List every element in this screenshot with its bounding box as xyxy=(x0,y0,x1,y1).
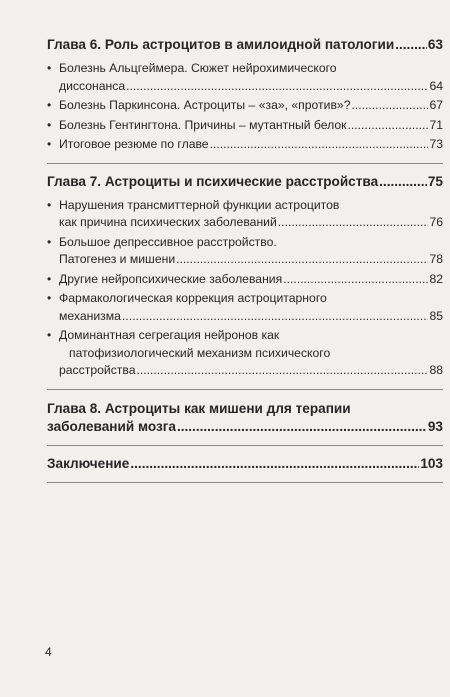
entry-line: расстройства xyxy=(59,363,136,377)
entry-line: как причина психических заболеваний xyxy=(59,215,277,229)
chapter-8-heading[interactable] xyxy=(47,399,443,436)
leader-dots xyxy=(122,308,429,326)
entry-page: 71 xyxy=(429,117,443,132)
leader-dots xyxy=(130,455,419,473)
bullet-icon: • xyxy=(47,117,52,132)
chapter-title: Глава 8. Астроциты как мишени для терапии xyxy=(47,400,351,416)
entry-line: механизма xyxy=(59,308,121,323)
page-number: 4 xyxy=(45,645,52,659)
entry-line: Болезнь Гентингтона. Причины – мутантный белок xyxy=(59,117,347,132)
entry-line: Доминантная сегрегация нейронов как xyxy=(59,328,280,342)
chapter-6-heading[interactable] xyxy=(47,36,443,54)
leader-dots xyxy=(210,136,429,154)
leader-dots xyxy=(278,214,429,232)
entry-page: 78 xyxy=(429,252,443,266)
leader-dots xyxy=(126,78,428,96)
leader-dots xyxy=(176,251,428,269)
chapter-7-heading[interactable] xyxy=(47,173,443,191)
chapter-page: 63 xyxy=(427,37,443,52)
section-divider xyxy=(47,482,443,483)
entry-line: Итоговое резюме по главе xyxy=(59,137,209,151)
chapter-page: 75 xyxy=(427,173,443,189)
bullet-icon: • xyxy=(47,328,52,342)
entry-line: патофизиологический механизм психического xyxy=(69,345,331,360)
entry-line: Болезнь Альцгеймера. Сюжет нейрохимического xyxy=(59,61,337,75)
entry-line: Фармакологическая коррекция астроцитарного xyxy=(59,291,327,305)
chapter-page: 103 xyxy=(420,455,443,471)
toc-entry[interactable] xyxy=(47,290,443,325)
bullet-icon: • xyxy=(47,271,52,286)
leader-dots xyxy=(379,173,427,191)
leader-dots xyxy=(395,36,427,54)
conclusion-heading[interactable] xyxy=(47,455,443,473)
entry-line: Большое депрессивное расстройство. xyxy=(59,234,277,249)
entry-page: 73 xyxy=(429,137,443,151)
bullet-icon: • xyxy=(47,291,52,305)
toc-entry[interactable] xyxy=(47,197,443,232)
entry-line: Патогенез и мишени xyxy=(59,252,176,266)
toc-entry[interactable] xyxy=(47,327,443,380)
entry-line: Нарушения трансмиттерной функции астроцитов xyxy=(59,197,340,212)
entry-page: 64 xyxy=(429,78,443,93)
bullet-icon: • xyxy=(47,61,52,75)
leader-dots xyxy=(177,418,427,436)
bullet-icon: • xyxy=(47,137,52,151)
leader-dots xyxy=(348,117,429,135)
leader-dots xyxy=(351,97,428,115)
chapter-page: 93 xyxy=(427,418,443,434)
chapter-title: Глава 7. Астроциты и психические расстройства xyxy=(47,173,379,189)
section-divider xyxy=(47,445,443,446)
chapter-title: Глава 6. Роль астроцитов в амилоидной патологии xyxy=(47,37,395,52)
bullet-icon: • xyxy=(47,98,52,112)
bullet-icon: • xyxy=(47,197,52,212)
section-divider xyxy=(47,163,443,164)
table-of-contents xyxy=(47,36,443,492)
entry-page: 67 xyxy=(429,98,443,112)
toc-entry[interactable] xyxy=(47,234,443,269)
entry-page: 88 xyxy=(429,363,443,377)
entry-line: Другие нейропсихические заболевания xyxy=(59,271,283,286)
entry-page: 76 xyxy=(429,215,443,229)
bullet-icon: • xyxy=(47,234,52,249)
chapter-title: Заключение xyxy=(47,455,130,471)
toc-entry[interactable] xyxy=(47,271,443,289)
toc-entry[interactable] xyxy=(47,97,443,115)
toc-entry[interactable] xyxy=(47,136,443,154)
leader-dots xyxy=(136,362,428,380)
entry-page: 85 xyxy=(429,308,443,323)
chapter-title: заболеваний мозга xyxy=(47,418,176,434)
entry-line: Болезнь Паркинсона. Астроциты – «за», «против»? xyxy=(59,98,351,112)
toc-entry[interactable] xyxy=(47,117,443,135)
leader-dots xyxy=(283,271,428,289)
entry-line: диссонанса xyxy=(59,78,126,93)
toc-entry[interactable] xyxy=(47,60,443,95)
section-divider xyxy=(47,389,443,390)
entry-page: 82 xyxy=(429,271,443,286)
